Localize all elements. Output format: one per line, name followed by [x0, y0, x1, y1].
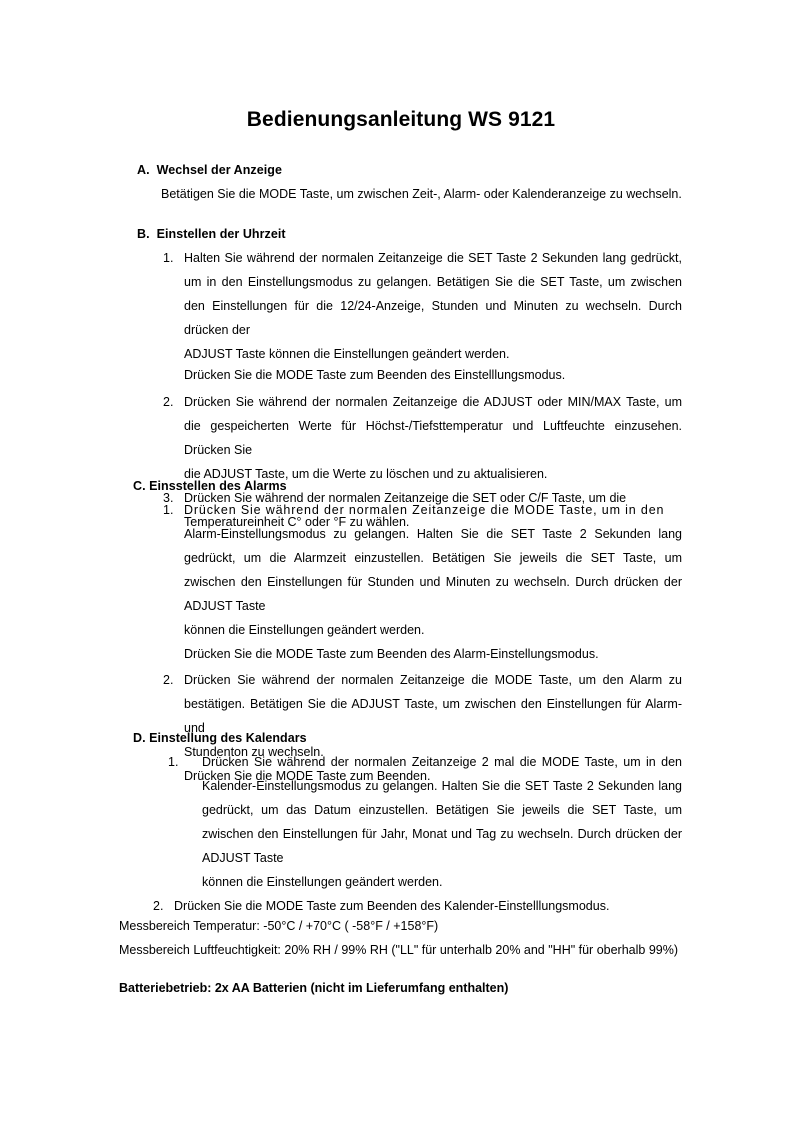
battery-note: Batteriebetrieb: 2x AA Batterien (nicht im Lieferumfang enthalten)	[119, 981, 509, 995]
list-marker: 1.	[163, 251, 174, 265]
list-item-first-line	[184, 498, 682, 522]
list-item-text: Drücken Sie während der normalen Zeitanzeige 2 mal die MODE Taste, um in den Kalender-Einstellungsmodus zu gelangen. Halten Sie die SET Taste 2 Sekunden lang gedrückt, um das Datum einzustellen. Betätigen Sie jeweils die SET Taste, um zwischen den Einstellungen für Jahr, Monat und Tag zu wechseln. Durch drücken der ADJUST Taste	[202, 755, 682, 865]
list-marker: 2.	[163, 395, 174, 409]
list-item-extra: Drücken Sie die MODE Taste zum Beenden des Alarm-Einstellungsmodus.	[184, 647, 599, 661]
list-item-extra-line	[184, 642, 682, 666]
list-item-extra-line	[184, 363, 682, 387]
list-item-extra: Drücken Sie die MODE Taste zum Beenden.	[184, 769, 431, 783]
list-item-text: Halten Sie während der normalen Zeitanzeige die SET Taste 2 Sekunden lang gedrückt, um in den Einstellungsmodus zu gelangen. Betätigen Sie die SET Taste, um zwischen den Einstellungen für die 12/24-Anzeige, Stunden und Minuten zu wechseln. Durch drücken der	[184, 251, 682, 337]
list-marker: 3.	[163, 491, 174, 505]
list-item	[163, 246, 682, 387]
section-d-heading: D. Einstellung des Kalendars	[133, 731, 307, 745]
list-item-tail: Stundenton zu wechseln.	[184, 745, 324, 759]
list-item	[168, 750, 682, 894]
list-item-text: Drücken Sie die MODE Taste zum Beenden des Kalender-Einstelllungsmodus.	[174, 899, 610, 913]
spec-temperature-range: Messbereich Temperatur: -50°C / +70°C ( -58°F / +158°F)	[119, 919, 439, 933]
list-item-text: Drücken Sie während der normalen Zeitanzeige die ADJUST oder MIN/MAX Taste, um die gespeicherten Werte für Höchst-/Tiefsttemperatur und Luftfeuchte einzusehen. Drücken Sie	[184, 395, 682, 457]
list-item-tail: können die Einstellungen geändert werden.	[184, 623, 425, 637]
list-item-body	[202, 750, 682, 894]
list-item	[163, 498, 682, 666]
list-item-body	[184, 246, 682, 366]
list-item-tail: Temperatureinheit C° oder °F zu wählen.	[184, 515, 410, 529]
list-item-text: Drücken Sie während der normalen Zeitanzeige die MODE Taste, um den Alarm zu bestätigen. Betätigen Sie die ADJUST Taste, um zwischen den Einstellungen für Alarm- und	[184, 673, 682, 735]
list-item-body	[184, 522, 682, 642]
list-marker: 1.	[163, 503, 174, 517]
list-item-text: Drücken Sie während der normalen Zeitanzeige die MODE Taste, um in den	[184, 503, 665, 517]
list-item-extra: Drücken Sie die MODE Taste zum Beenden des Einstelllungsmodus.	[184, 368, 566, 382]
spec-humidity-range: Messbereich Luftfeuchtigkeit: 20% RH / 99% RH ("LL" für unterhalb 20% and "HH" für oberhalb 99%)	[119, 943, 679, 957]
section-d	[133, 731, 682, 918]
list-item-tail: die ADJUST Taste, um die Werte zu löschen und zu aktualisieren.	[184, 467, 548, 481]
list-item-tail: ADJUST Taste können die Einstellungen geändert werden.	[184, 347, 510, 361]
list-item	[163, 390, 682, 486]
page-title: Bedienungsanleitung WS 9121	[246, 108, 556, 131]
section-a-paragraph: Betätigen Sie die MODE Taste, um zwischen Zeit-, Alarm- oder Kalenderanzeige zu wechseln.	[161, 187, 682, 201]
list-marker: 1.	[168, 755, 179, 769]
section-a	[137, 163, 682, 206]
section-c-heading: C. Einsstellen des Alarms	[133, 479, 287, 493]
list-item-text: Drücken Sie während der normalen Zeitanzeige die SET oder C/F Taste, um die	[184, 491, 627, 505]
list-item-tail: können die Einstellungen geändert werden.	[202, 875, 443, 889]
list-marker: 2.	[163, 673, 174, 687]
list-item-body	[184, 390, 682, 486]
section-a-heading: A. Wechsel der Anzeige	[137, 163, 282, 177]
section-b-heading: B. Einstellen der Uhrzeit	[137, 227, 286, 241]
list-marker: 2.	[153, 899, 164, 913]
list-item-text-2: Alarm-Einstellungsmodus zu gelangen. Halten Sie die SET Taste 2 Sekunden lang gedrückt, um die Alarmzeit einzustellen. Betätigen Sie jeweils die SET Taste, um zwischen den Einstellungen für Stunden und Minuten zu wechseln. Durch drücken der ADJUST Taste	[184, 527, 682, 613]
